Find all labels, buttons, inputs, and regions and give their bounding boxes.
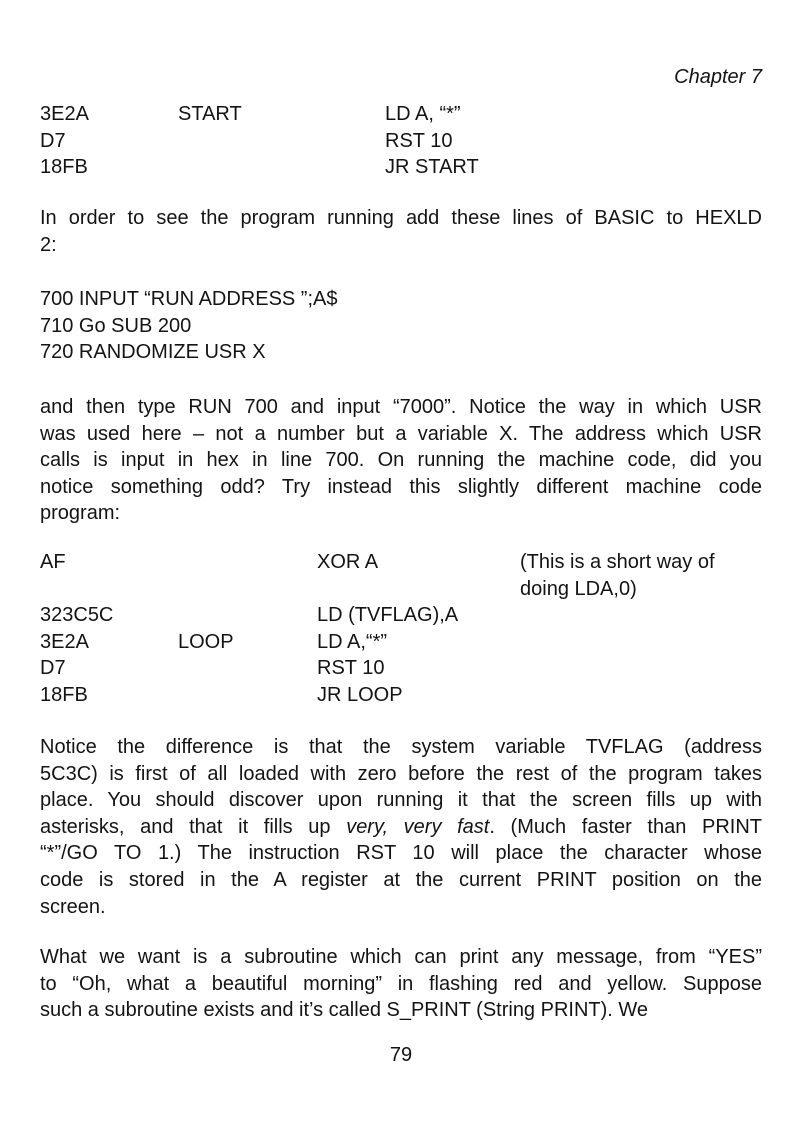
basic-line: 720 RANDOMIZE USR X <box>40 341 266 364</box>
opcode-cell: D7 <box>40 657 66 680</box>
text-line: and then type RUN 700 and input “7000”. Notice the way in which USR <box>40 396 762 418</box>
text-line: In order to see the program running add these lines of BASIC to HEXLD <box>40 207 762 229</box>
opcode-cell: 18FB <box>40 683 88 706</box>
chapter-header: Chapter 7 <box>674 66 762 88</box>
paragraph-intro <box>40 205 762 258</box>
basic-line: 710 Go SUB 200 <box>40 314 192 337</box>
mnemonic-cell: RST 10 <box>385 129 453 152</box>
opcode-cell: 3E2A <box>40 630 89 653</box>
text-line: 2: <box>40 233 57 256</box>
text-line: notice something odd? Try instead this slightly different machine code <box>40 475 762 498</box>
mnemonic-cell: JR LOOP <box>317 683 403 706</box>
text-line: 5C3C) is first of all loaded with zero before the rest of the program takes <box>40 762 762 785</box>
asm-row <box>40 629 762 656</box>
opcode-cell: AF <box>40 551 66 573</box>
opcode-cell: 323C5C <box>40 604 114 627</box>
mnemonic-cell: LD A,“*” <box>317 630 388 653</box>
asm-row <box>40 128 762 155</box>
mnemonic-cell: JR START <box>385 156 479 179</box>
label-cell: LOOP <box>178 630 234 653</box>
italic-emphasis: very, very fast <box>346 815 490 838</box>
text-line: to “Oh, what a beautiful morning” in flashing red and yellow. Suppose <box>40 972 762 995</box>
text-line: such a subroutine exists and it’s called S_PRINT (String PRINT). We <box>40 999 649 1022</box>
page-number: 79 <box>389 1044 413 1066</box>
opcode-cell: D7 <box>40 129 66 152</box>
label-cell: START <box>178 103 242 125</box>
asm-row <box>40 655 762 682</box>
text-line: program: <box>40 502 121 525</box>
text-line: What we want is a subroutine which can print any message, from “YES” <box>40 946 762 968</box>
comment-cell: doing LDA,0) <box>520 577 637 600</box>
comment-cell: (This is a short way of <box>520 551 715 573</box>
asm-row <box>40 549 762 576</box>
text-line: calls is input in hex in line 700. On running the machine code, did you <box>40 449 762 472</box>
mnemonic-cell: LD (TVFLAG),A <box>317 604 459 627</box>
asm-listing-1 <box>40 101 762 181</box>
text-line: was used here – not a number but a variable X. The address which USR <box>40 422 762 445</box>
text-line: “*”/GO TO 1.) The instruction RST 10 will place the character whose <box>40 842 762 865</box>
text-line: code is stored in the A register at the current PRINT position on the <box>40 868 762 891</box>
opcode-cell: 3E2A <box>40 103 89 125</box>
mnemonic-cell: LD A, “*” <box>385 103 461 125</box>
paragraph-sprint <box>40 944 762 1024</box>
text-segment: . (Much faster than PRINT <box>489 815 762 838</box>
basic-listing <box>40 286 762 366</box>
basic-line: 700 INPUT “RUN ADDRESS ”;A$ <box>40 288 338 310</box>
mnemonic-cell: RST 10 <box>317 657 385 680</box>
asm-row <box>40 682 762 709</box>
asm-row <box>40 154 762 181</box>
asm-listing-2 <box>40 549 762 709</box>
text-line <box>40 814 762 841</box>
paragraph-usr <box>40 394 762 527</box>
text-line: screen. <box>40 895 106 918</box>
text-line: Notice the difference is that the system variable TVFLAG (address <box>40 736 762 758</box>
asm-row <box>40 101 762 128</box>
opcode-cell: 18FB <box>40 156 88 179</box>
text-segment: asterisks, and that it fills up <box>40 815 347 838</box>
asm-row <box>40 602 762 629</box>
asm-row <box>40 576 762 603</box>
mnemonic-cell: XOR A <box>317 551 379 573</box>
paragraph-tvflag <box>40 734 762 920</box>
text-line: place. You should discover upon running it that the screen fills up with <box>40 789 762 812</box>
